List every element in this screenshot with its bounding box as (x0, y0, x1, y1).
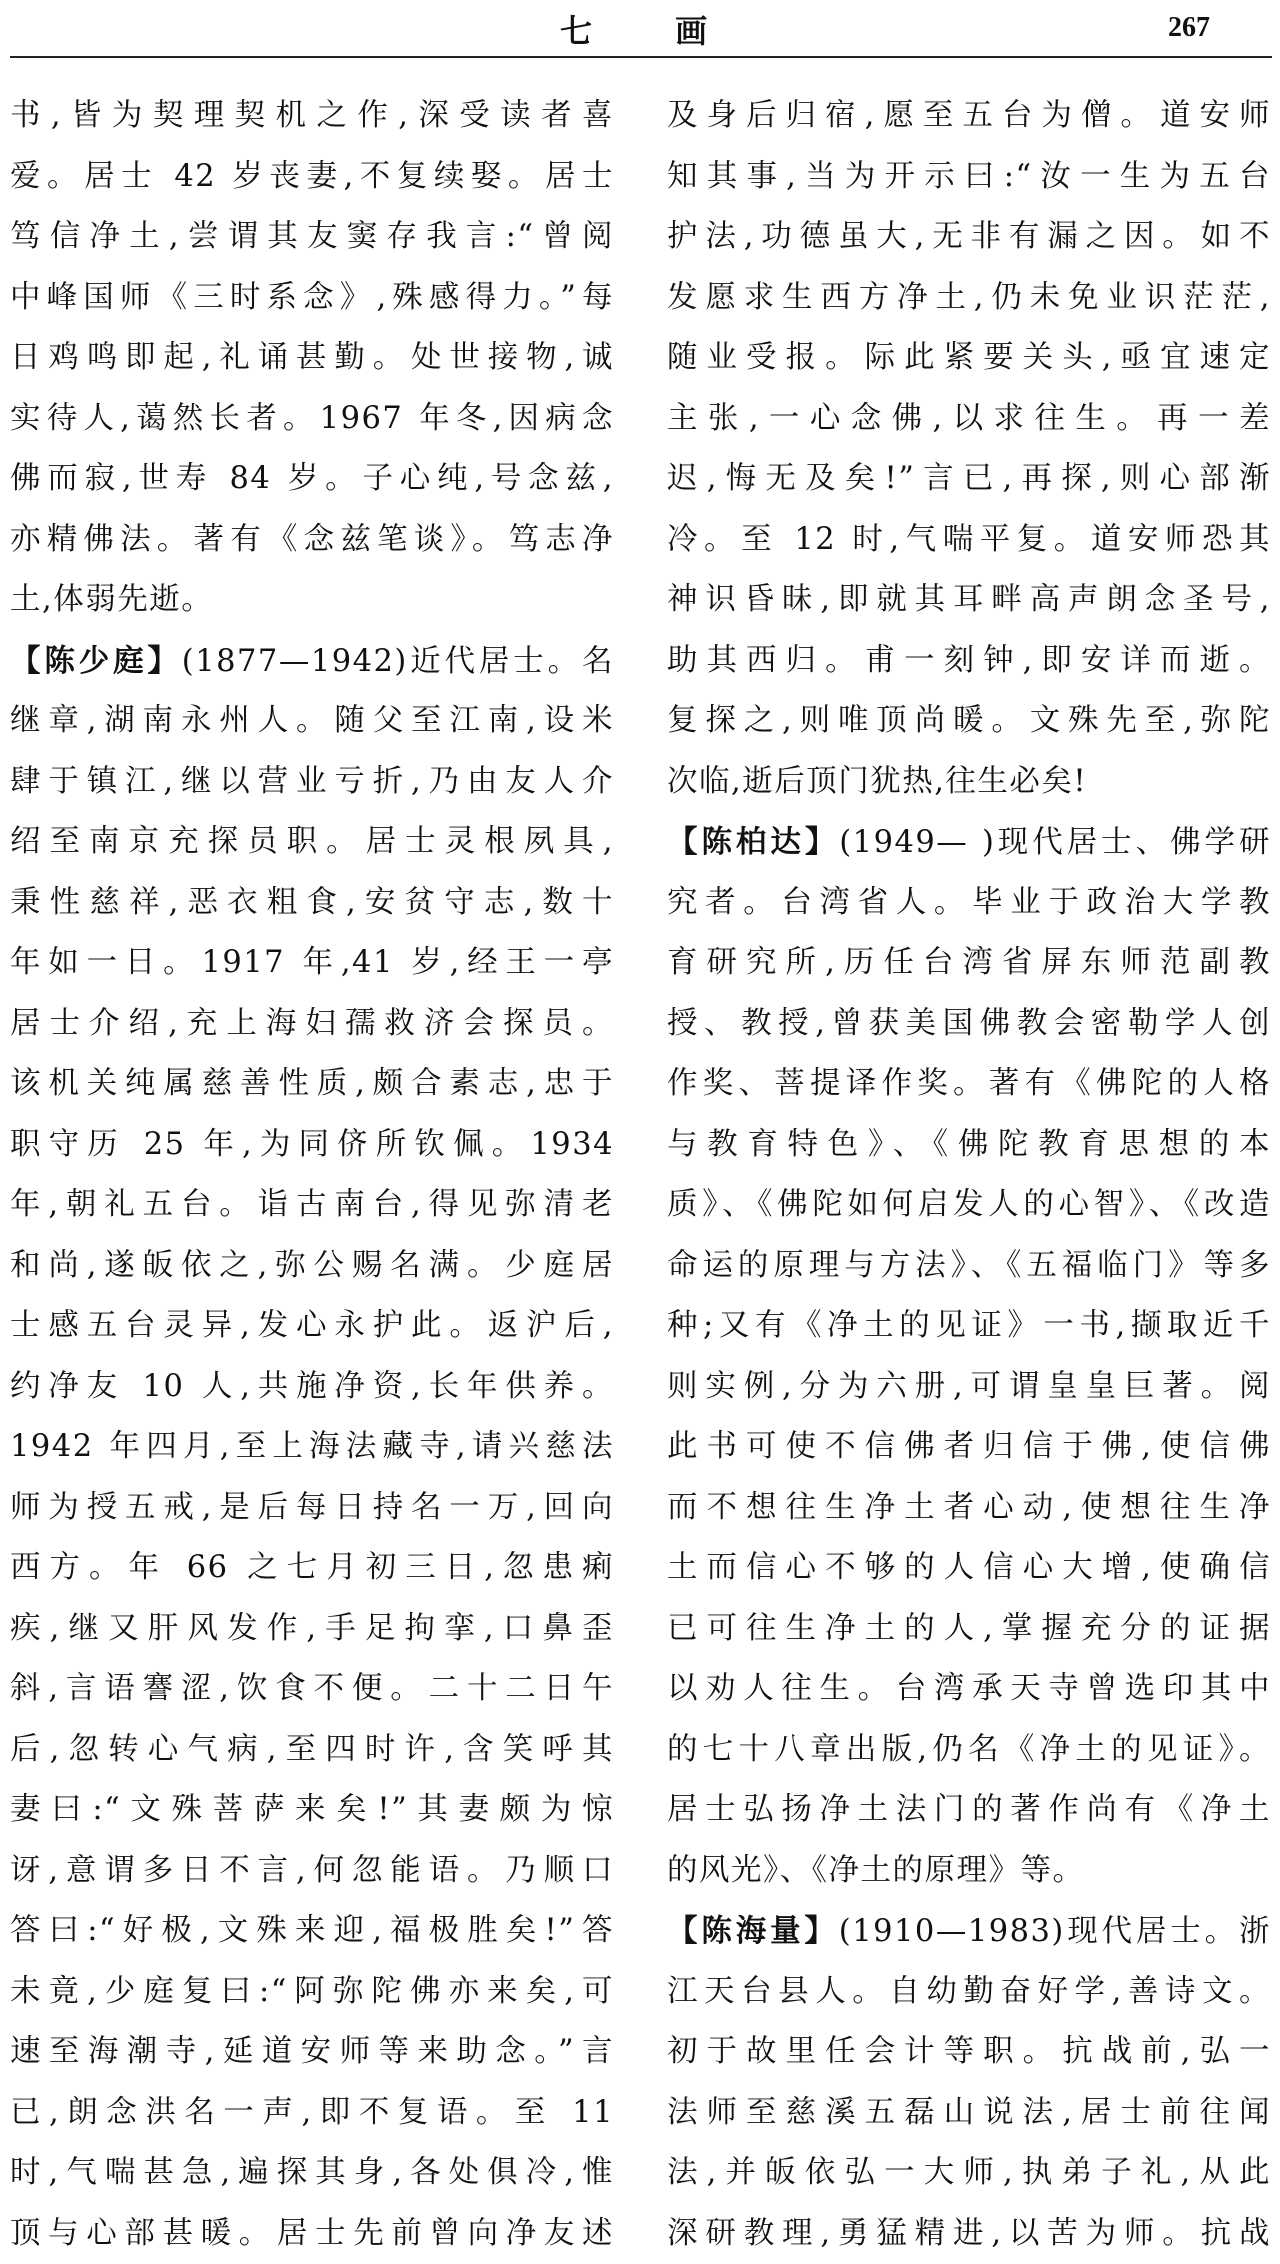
text-line (10, 1599, 614, 1660)
line-text: 时,气喘甚急,遍探其身,各处俱冷,惟 (10, 2155, 614, 2190)
line-text: 疾,继又肝风发作,手足拘挛,口鼻歪 (10, 1611, 614, 1646)
line-text: 亦精佛法。著有《念兹笔谈》。笃志净 (10, 522, 614, 557)
line-text: 笃信净土,尝谓其友窦存我言:“曾阅 (10, 219, 614, 254)
line-text: 顶与心部甚暖。居士先前曾向净友述 (10, 2216, 614, 2251)
text-line (667, 449, 1271, 510)
line-text: (1910—1983)现代居士。浙 (839, 1914, 1271, 1949)
text-line (667, 1417, 1271, 1478)
line-text: 而不想往生净土者心动,使想往生净 (667, 1490, 1271, 1525)
text-line (667, 1720, 1271, 1781)
line-text: 主张,一心念佛,以求往生。再一差 (667, 401, 1271, 436)
entry-headword: 【陈柏达】 (667, 824, 839, 860)
text-line (10, 812, 614, 873)
text-line (667, 268, 1271, 329)
line-text: 职守历 25 年,为同侪所钦佩。1934 (10, 1127, 614, 1162)
line-text: 西方。年 66 之七月初三日,忽患痢 (10, 1550, 614, 1585)
entry-first-line (667, 812, 1271, 873)
page-header (0, 0, 1280, 62)
line-text: 的七十八章出版,仍名《净土的见证》。 (667, 1732, 1271, 1767)
text-line (667, 2022, 1271, 2083)
line-text: 年如一日。1917 年,41 岁,经王一亭 (10, 945, 614, 980)
line-text: 质》、《佛陀如何启发人的心智》、《改造 (667, 1187, 1271, 1222)
text-line (10, 933, 614, 994)
text-line (667, 1962, 1271, 2023)
text-line (10, 1175, 614, 1236)
line-text: 与教育特色》、《佛陀教育思想的本 (667, 1127, 1271, 1162)
line-text: 助其西归。甫一刻钟,即安详而逝。 (667, 643, 1271, 678)
text-line (667, 1780, 1271, 1841)
line-text: 后,忽转心气病,至四时许,含笑呼其 (10, 1732, 614, 1767)
text-line (667, 1296, 1271, 1357)
line-text: 日鸡鸣即起,礼诵甚勤。处世接物,诚 (10, 340, 614, 375)
text-line (667, 570, 1271, 631)
line-text: 授、教授,曾获美国佛教会密勒学人创 (667, 1006, 1271, 1041)
text-line (667, 1054, 1271, 1115)
text-line (667, 1357, 1271, 1418)
text-line (10, 449, 614, 510)
line-text: 土,体弱先逝。 (10, 582, 213, 617)
line-text: 究者。台湾省人。毕业于政治大学教 (667, 885, 1271, 920)
text-line (667, 1659, 1271, 1720)
line-text: 年,朝礼五台。诣古南台,得见弥清老 (10, 1187, 614, 1222)
line-text: 答曰:“好极,文殊来迎,福极胜矣!”答 (10, 1913, 614, 1948)
header-rule (10, 56, 1272, 58)
line-text: 1942 年四月,至上海法藏寺,请兴慈法 (10, 1429, 614, 1464)
text-line (667, 389, 1271, 450)
text-line (667, 1478, 1271, 1539)
text-line (667, 510, 1271, 571)
text-line (10, 2022, 614, 2083)
text-line (667, 752, 1271, 813)
line-text: 速至海潮寺,延道安师等来助念。”言 (10, 2034, 614, 2069)
text-line (10, 1236, 614, 1297)
line-text: 则实例,分为六册,可谓皇皇巨著。阅 (667, 1369, 1271, 1404)
text-line (667, 328, 1271, 389)
text-line (10, 570, 614, 631)
line-text: 书,皆为契理契机之作,深受读者喜 (10, 98, 614, 133)
text-line (667, 1538, 1271, 1599)
text-line (10, 1901, 614, 1962)
text-line (10, 2143, 614, 2204)
line-text: 命运的原理与方法》、《五福临门》等多 (667, 1248, 1271, 1283)
text-line (667, 631, 1271, 692)
line-text: 士感五台灵异,发心永护此。返沪后, (10, 1308, 614, 1343)
line-text: 江天台县人。自幼勤奋好学,善诗文。 (667, 1974, 1271, 2009)
text-line (10, 207, 614, 268)
line-text: 爱。居士 42 岁丧妻,不复续娶。居士 (10, 159, 614, 194)
line-text: 妻曰:“文殊菩萨来矣!”其妻颇为惊 (10, 1792, 614, 1827)
text-line (667, 994, 1271, 1055)
section-title: 七 画 (560, 6, 743, 52)
line-text: 中峰国师《三时系念》,殊感得力。”每 (10, 280, 614, 315)
line-text: 斜,言语謇涩,饮食不便。二十二日午 (10, 1671, 614, 1706)
text-line (10, 1417, 614, 1478)
text-line (667, 1236, 1271, 1297)
line-text: 未竟,少庭复曰:“阿弥陀佛亦来矣,可 (10, 1974, 614, 2009)
text-line (667, 2204, 1271, 2264)
line-text: 实待人,蔼然长者。1967 年冬,因病念 (10, 401, 614, 436)
text-line (10, 752, 614, 813)
text-line (667, 86, 1271, 147)
line-text: 佛而寂,世寿 84 岁。子心纯,号念兹, (10, 461, 614, 496)
text-line (10, 1962, 614, 2023)
text-line (10, 268, 614, 329)
left-column (10, 86, 614, 2264)
entry-headword: 【陈少庭】 (10, 643, 182, 679)
page-number: 267 (1168, 12, 1210, 44)
text-line (667, 207, 1271, 268)
line-text: 及身后归宿,愿至五台为僧。道安师 (667, 98, 1271, 133)
text-line (10, 691, 614, 752)
line-text: (1877—1942)近代居士。名 (182, 644, 614, 679)
text-line (10, 2083, 614, 2144)
text-line (667, 2143, 1271, 2204)
text-line (667, 1175, 1271, 1236)
text-line (10, 86, 614, 147)
line-text: 秉性慈祥,恶衣粗食,安贫守志,数十 (10, 885, 614, 920)
text-line (667, 2083, 1271, 2144)
line-text: 法,并皈依弘一大师,执弟子礼,从此 (667, 2155, 1271, 2190)
line-text: 作奖、菩提译作奖。著有《佛陀的人格 (667, 1066, 1271, 1101)
line-text: 居士介绍,充上海妇孺救济会探员。 (10, 1006, 614, 1041)
line-text: 初于故里任会计等职。抗战前,弘一 (667, 2034, 1271, 2069)
line-text: 护法,功德虽大,无非有漏之因。如不 (667, 219, 1271, 254)
line-text: 师为授五戒,是后每日持名一万,回向 (10, 1490, 614, 1525)
text-line (10, 1841, 614, 1902)
line-text: 继章,湖南永州人。随父至江南,设米 (10, 703, 614, 738)
line-text: 迟,悔无及矣!”言已,再探,则心部渐 (667, 461, 1271, 496)
line-text: (1949— )现代居士、佛学研 (839, 825, 1271, 860)
text-line (667, 1841, 1271, 1902)
line-text: 已,朗念洪名一声,即不复语。至 11 (10, 2095, 614, 2130)
line-text: 次临,逝后顶门犹热,往生必矣! (667, 764, 1087, 799)
text-line (667, 1115, 1271, 1176)
line-text: 约净友 10 人,共施净资,长年供养。 (10, 1369, 614, 1404)
line-text: 知其事,当为开示曰:“汝一生为五台 (667, 159, 1271, 194)
line-text: 种;又有《净土的见证》一书,撷取近千 (667, 1308, 1271, 1343)
text-line (667, 691, 1271, 752)
text-line (10, 1659, 614, 1720)
text-line (10, 1296, 614, 1357)
line-text: 深研教理,勇猛精进,以苦为师。抗战 (667, 2216, 1271, 2251)
text-line (10, 147, 614, 208)
text-line (10, 1538, 614, 1599)
line-text: 随业受报。际此紧要关头,亟宜速定 (667, 340, 1271, 375)
line-text: 发愿求生西方净土,仍未免业识茫茫, (667, 280, 1271, 315)
text-line (667, 933, 1271, 994)
entry-first-line (667, 1901, 1271, 1962)
entry-headword: 【陈海量】 (667, 1913, 839, 1949)
line-text: 居士弘扬净土法门的著作尚有《净土 (667, 1792, 1271, 1827)
text-line (10, 1720, 614, 1781)
line-text: 冷。至 12 时,气喘平复。道安师恐其 (667, 522, 1271, 557)
line-text: 和尚,遂皈依之,弥公赐名满。少庭居 (10, 1248, 614, 1283)
text-line (10, 994, 614, 1055)
line-text: 复探之,则唯顶尚暖。文殊先至,弥陀 (667, 703, 1271, 738)
entry-first-line (10, 631, 614, 692)
line-text: 土而信心不够的人信心大增,使确信 (667, 1550, 1271, 1585)
text-line (10, 1780, 614, 1841)
text-line (667, 1599, 1271, 1660)
line-text: 已可往生净土的人,掌握充分的证据 (667, 1611, 1271, 1646)
right-column (667, 86, 1271, 2264)
text-line (10, 1054, 614, 1115)
line-text: 肆于镇江,继以营业亏折,乃由友人介 (10, 764, 614, 799)
line-text: 法师至慈溪五磊山说法,居士前往闻 (667, 2095, 1271, 2130)
text-line (10, 873, 614, 934)
text-line (10, 1478, 614, 1539)
line-text: 以劝人往生。台湾承天寺曾选印其中 (667, 1671, 1271, 1706)
text-line (10, 389, 614, 450)
text-line (10, 1115, 614, 1176)
text-line (667, 873, 1271, 934)
line-text: 神识昏昧,即就其耳畔高声朗念圣号, (667, 582, 1271, 617)
text-line (667, 147, 1271, 208)
line-text: 的风光》、《净土的原理》等。 (667, 1853, 1085, 1888)
line-text: 该机关纯属慈善性质,颇合素志,忠于 (10, 1066, 614, 1101)
line-text: 育研究所,历任台湾省屏东师范副教 (667, 945, 1271, 980)
text-line (10, 328, 614, 389)
line-text: 绍至南京充探员职。居士灵根夙具, (10, 824, 614, 859)
line-text: 此书可使不信佛者归信于佛,使信佛 (667, 1429, 1271, 1464)
text-line (10, 2204, 614, 2264)
text-line (10, 1357, 614, 1418)
text-line (10, 510, 614, 571)
line-text: 讶,意谓多日不言,何忽能语。乃顺口 (10, 1853, 614, 1888)
